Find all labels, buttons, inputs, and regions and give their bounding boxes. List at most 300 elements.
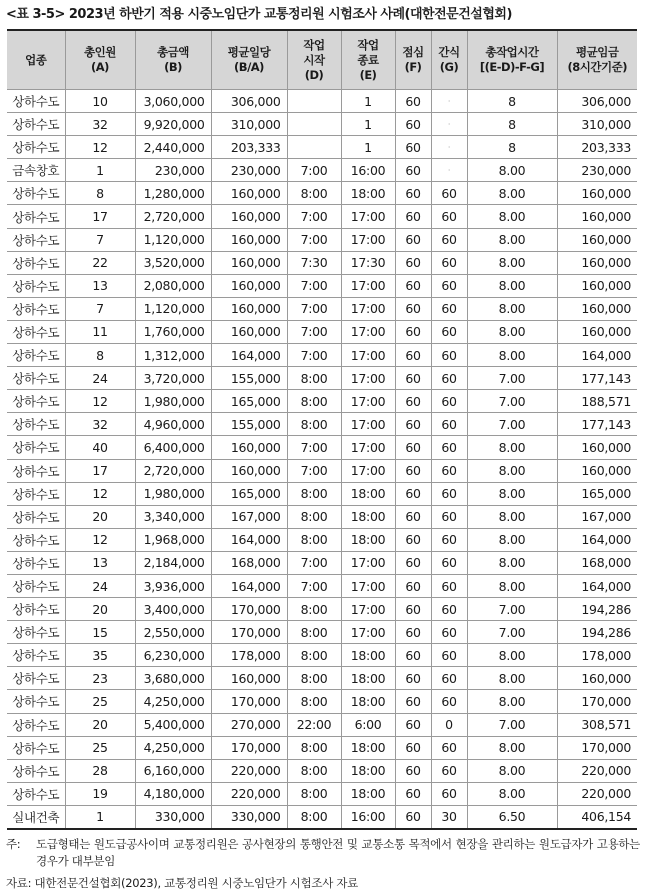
table-cell: 13	[65, 551, 135, 574]
table-cell: 60	[395, 297, 431, 320]
table-cell: 306,000	[211, 90, 287, 113]
footnote	[6, 836, 640, 870]
table-cell: 8:00	[287, 413, 341, 436]
table-cell: 16:00	[341, 159, 395, 182]
table-cell: 60	[431, 367, 467, 390]
table-cell: 8:00	[287, 621, 341, 644]
footnote-text: 도급형태는 원도급공사이며 교통정리원은 공사현장의 통행안전 및 교통소통 목적에서 현장을 관리하는 원도급자가 고용하는 경우가 대부분임	[36, 837, 640, 868]
column-header-line: 총금액	[157, 45, 189, 59]
table-cell: 12	[65, 390, 135, 413]
table-cell: 60	[431, 297, 467, 320]
table-cell: 24	[65, 367, 135, 390]
table-cell: 60	[431, 482, 467, 505]
table-cell: 5,400,000	[135, 713, 211, 736]
table-cell: 8:00	[287, 644, 341, 667]
table-cell: 170,000	[557, 736, 637, 759]
table-cell: 164,000	[211, 528, 287, 551]
table-cell: 60	[431, 759, 467, 782]
table-cell: 7:00	[287, 228, 341, 251]
table-cell: 160,000	[557, 251, 637, 274]
table-cell: 7:00	[287, 574, 341, 597]
table-cell: 60	[431, 574, 467, 597]
table-cell: 60	[431, 505, 467, 528]
table-cell: 164,000	[211, 574, 287, 597]
table-row	[7, 182, 637, 205]
table-cell: 17:00	[341, 598, 395, 621]
table-cell: 1,280,000	[135, 182, 211, 205]
column-header-line: (8시간기준)	[567, 60, 627, 74]
table-cell: 17:00	[341, 228, 395, 251]
table-cell: 6,230,000	[135, 644, 211, 667]
table-cell: 0	[431, 713, 467, 736]
table-cell: 60	[431, 274, 467, 297]
table-cell: 60	[395, 344, 431, 367]
table-cell: 금속창호	[7, 159, 65, 182]
table-cell: 17:30	[341, 251, 395, 274]
table-cell: 13	[65, 274, 135, 297]
table-cell: 8:00	[287, 367, 341, 390]
table-cell: 8.00	[467, 690, 557, 713]
table-row	[7, 621, 637, 644]
footnote-label: 주:	[6, 837, 21, 851]
table-row	[7, 482, 637, 505]
table-cell: 330,000	[211, 805, 287, 829]
table-cell: 상하수도	[7, 297, 65, 320]
table-cell: 8:00	[287, 805, 341, 829]
table-cell: 17:00	[341, 551, 395, 574]
table-cell: 실내건축	[7, 805, 65, 829]
table-cell: 상하수도	[7, 528, 65, 551]
table-cell: 406,154	[557, 805, 637, 829]
table-cell: 60	[395, 644, 431, 667]
table-cell: 상하수도	[7, 367, 65, 390]
table-cell: 220,000	[211, 759, 287, 782]
table-row	[7, 344, 637, 367]
table-cell: 1,120,000	[135, 297, 211, 320]
table-cell: 160,000	[557, 205, 637, 228]
table-cell: 상하수도	[7, 436, 65, 459]
table-cell: 308,571	[557, 713, 637, 736]
table-cell: 60	[395, 113, 431, 136]
table-cell: 230,000	[557, 159, 637, 182]
table-cell: 8.00	[467, 159, 557, 182]
table-cell	[287, 113, 341, 136]
table-cell: 60	[395, 528, 431, 551]
table-cell: 7:00	[287, 320, 341, 343]
table-cell: 상하수도	[7, 482, 65, 505]
table-cell: 22:00	[287, 713, 341, 736]
table-cell: 35	[65, 644, 135, 667]
column-header	[431, 30, 467, 90]
table-cell: 230,000	[211, 159, 287, 182]
table-cell: 194,286	[557, 621, 637, 644]
table-row	[7, 390, 637, 413]
table-cell: 7:00	[287, 436, 341, 459]
table-cell: 60	[395, 205, 431, 228]
table-row	[7, 805, 637, 829]
table-cell: 60	[395, 598, 431, 621]
table-cell: 203,333	[211, 136, 287, 159]
table-cell: 310,000	[557, 113, 637, 136]
table-cell: 60	[431, 390, 467, 413]
table-cell: 160,000	[211, 320, 287, 343]
table-cell: 60	[395, 182, 431, 205]
table-cell: 1	[341, 90, 395, 113]
table-cell: 8:00	[287, 182, 341, 205]
table-cell: 160,000	[557, 182, 637, 205]
table-cell: 8:00	[287, 759, 341, 782]
table-cell: 165,000	[211, 390, 287, 413]
table-cell: 2,720,000	[135, 459, 211, 482]
table-cell: 상하수도	[7, 90, 65, 113]
column-header-line: [(E-D)-F-G]	[479, 60, 545, 74]
table-cell: 220,000	[557, 782, 637, 805]
table-cell: 15	[65, 621, 135, 644]
table-cell: 18:00	[341, 182, 395, 205]
table-cell: 25	[65, 736, 135, 759]
table-cell: 17:00	[341, 413, 395, 436]
table-cell: 20	[65, 713, 135, 736]
table-cell: 40	[65, 436, 135, 459]
table-cell: 17:00	[341, 436, 395, 459]
table-cell: 2,550,000	[135, 621, 211, 644]
table-cell: 7	[65, 228, 135, 251]
table-cell: 7:00	[287, 274, 341, 297]
table-cell: 8.00	[467, 459, 557, 482]
table-row	[7, 598, 637, 621]
table-cell: 17	[65, 205, 135, 228]
table-cell: 10	[65, 90, 135, 113]
column-header-line: 점심	[402, 45, 424, 59]
table-cell	[287, 136, 341, 159]
table-cell: 7.00	[467, 390, 557, 413]
table-cell: ·	[431, 159, 467, 182]
table-cell: 상하수도	[7, 759, 65, 782]
table-cell: 8.00	[467, 251, 557, 274]
table-row	[7, 320, 637, 343]
column-header-line: (D)	[304, 67, 324, 82]
table-cell: 8.00	[467, 574, 557, 597]
table-cell: 8.00	[467, 297, 557, 320]
table-cell: 30	[431, 805, 467, 829]
column-header-line: 작업	[303, 37, 325, 52]
column-header	[395, 30, 431, 90]
column-header	[135, 30, 211, 90]
table-cell: 60	[431, 551, 467, 574]
table-cell: 22	[65, 251, 135, 274]
table-cell: 상하수도	[7, 667, 65, 690]
table-cell: 220,000	[557, 759, 637, 782]
table-cell: 8.00	[467, 274, 557, 297]
table-cell: 60	[395, 713, 431, 736]
table-cell: 17:00	[341, 274, 395, 297]
table-cell: 1	[341, 136, 395, 159]
table-cell: 177,143	[557, 367, 637, 390]
table-cell: 32	[65, 413, 135, 436]
table-row	[7, 528, 637, 551]
column-header-line: (B/A)	[234, 60, 264, 74]
table-cell: 23	[65, 667, 135, 690]
table-cell: 60	[395, 482, 431, 505]
column-header-line: (E)	[359, 67, 377, 82]
table-cell: 160,000	[211, 436, 287, 459]
table-row	[7, 505, 637, 528]
table-cell: 160,000	[211, 251, 287, 274]
table-cell: 60	[395, 667, 431, 690]
table-cell: 60	[395, 621, 431, 644]
table-cell: 60	[395, 159, 431, 182]
table-cell: 25	[65, 690, 135, 713]
table-cell: 60	[395, 805, 431, 829]
table-cell: 7:00	[287, 344, 341, 367]
table-row	[7, 759, 637, 782]
table-row	[7, 274, 637, 297]
table-cell: 18:00	[341, 528, 395, 551]
table-cell: 상하수도	[7, 459, 65, 482]
table-cell: 60	[431, 436, 467, 459]
table-cell: 8.00	[467, 736, 557, 759]
table-cell: 160,000	[557, 320, 637, 343]
table-cell: 4,250,000	[135, 690, 211, 713]
table-cell: 60	[395, 551, 431, 574]
column-header-line: 간식	[438, 45, 460, 59]
table-cell: 상하수도	[7, 344, 65, 367]
table-cell: 7.00	[467, 713, 557, 736]
table-cell: 8.00	[467, 782, 557, 805]
column-header	[287, 30, 341, 90]
column-header-line: (G)	[439, 60, 459, 74]
table-cell: 6,160,000	[135, 759, 211, 782]
table-cell: 8.00	[467, 320, 557, 343]
table-row	[7, 251, 637, 274]
table-cell: 160,000	[211, 182, 287, 205]
table-row	[7, 413, 637, 436]
table-cell: 8:00	[287, 690, 341, 713]
table-cell: 6.50	[467, 805, 557, 829]
table-cell: 178,000	[557, 644, 637, 667]
table-cell: 60	[395, 136, 431, 159]
table-row	[7, 459, 637, 482]
table-cell: 60	[431, 736, 467, 759]
table-cell: 28	[65, 759, 135, 782]
table-row	[7, 690, 637, 713]
table-cell: 7.00	[467, 367, 557, 390]
table-cell: 60	[431, 598, 467, 621]
table-cell: 2,080,000	[135, 274, 211, 297]
table-row	[7, 113, 637, 136]
table-cell: 1,312,000	[135, 344, 211, 367]
table-cell: 상하수도	[7, 713, 65, 736]
table-body	[7, 90, 637, 830]
table-cell: 3,936,000	[135, 574, 211, 597]
table-cell: 상하수도	[7, 690, 65, 713]
table-cell: 60	[395, 274, 431, 297]
table-cell: 60	[395, 90, 431, 113]
column-header	[341, 30, 395, 90]
table-cell: 12	[65, 482, 135, 505]
table-cell: 8.00	[467, 482, 557, 505]
table-cell: 60	[431, 459, 467, 482]
table-cell: 3,340,000	[135, 505, 211, 528]
column-header-line: 총인원	[84, 45, 116, 59]
table-cell: 170,000	[211, 621, 287, 644]
table-cell: 155,000	[211, 413, 287, 436]
table-cell: 18:00	[341, 482, 395, 505]
table-cell: 60	[431, 621, 467, 644]
table-cell: 4,960,000	[135, 413, 211, 436]
table-row	[7, 782, 637, 805]
table-cell: 168,000	[557, 551, 637, 574]
table-cell: 8:00	[287, 598, 341, 621]
table-cell: 60	[395, 367, 431, 390]
table-row	[7, 136, 637, 159]
table-cell: 17:00	[341, 574, 395, 597]
table-cell: 1	[65, 805, 135, 829]
table-cell: 8:00	[287, 482, 341, 505]
table-row	[7, 574, 637, 597]
column-header-line: 총작업시간	[485, 45, 539, 59]
table-cell: 8.00	[467, 759, 557, 782]
table-title: <표 3-5> 2023년 하반기 적용 시중노임단가 교통정리원 시험조사 사례(대한전문건설협회)	[6, 7, 512, 22]
table-cell: 7:00	[287, 551, 341, 574]
table-cell: 60	[431, 228, 467, 251]
table-cell: 9,920,000	[135, 113, 211, 136]
table-cell: 17:00	[341, 459, 395, 482]
table-cell: 60	[431, 344, 467, 367]
table-row	[7, 736, 637, 759]
table-cell: 7:00	[287, 159, 341, 182]
table-cell: 상하수도	[7, 390, 65, 413]
table-cell: 60	[395, 690, 431, 713]
table-cell: 상하수도	[7, 574, 65, 597]
table-cell: 18:00	[341, 644, 395, 667]
table-cell: 8.00	[467, 182, 557, 205]
table-cell: 1,980,000	[135, 482, 211, 505]
table-cell: 60	[431, 782, 467, 805]
table-cell: 160,000	[211, 459, 287, 482]
table-cell: 8.00	[467, 436, 557, 459]
table-cell: 7.00	[467, 621, 557, 644]
table-cell: 2,184,000	[135, 551, 211, 574]
table-cell: 상하수도	[7, 320, 65, 343]
table-cell: 8.00	[467, 228, 557, 251]
table-row	[7, 228, 637, 251]
table-cell: 12	[65, 528, 135, 551]
table-cell: 17	[65, 459, 135, 482]
table-cell: ·	[431, 90, 467, 113]
table-cell: 60	[431, 320, 467, 343]
table-cell: 17:00	[341, 297, 395, 320]
table-cell: 8	[65, 344, 135, 367]
column-header	[557, 30, 637, 90]
table-cell: 194,286	[557, 598, 637, 621]
table-cell: 17:00	[341, 320, 395, 343]
table-cell: 상하수도	[7, 621, 65, 644]
table-cell: 8	[467, 90, 557, 113]
table-cell: 8:00	[287, 505, 341, 528]
table-cell: 7:30	[287, 251, 341, 274]
table-cell: 8.00	[467, 551, 557, 574]
table-cell: 60	[431, 251, 467, 274]
table-cell: 18:00	[341, 759, 395, 782]
table-cell: 60	[395, 736, 431, 759]
table-cell: 170,000	[557, 690, 637, 713]
table-cell: 155,000	[211, 367, 287, 390]
table-cell: 7.00	[467, 413, 557, 436]
table-cell: 1	[341, 113, 395, 136]
column-header-line: (B)	[164, 60, 182, 74]
column-header-line: 시작	[303, 52, 325, 67]
table-cell: 60	[395, 320, 431, 343]
table-row	[7, 90, 637, 113]
table-cell: 상하수도	[7, 505, 65, 528]
table-cell: 8	[65, 182, 135, 205]
table-cell: 32	[65, 113, 135, 136]
table-cell: 165,000	[211, 482, 287, 505]
table-cell: 8:00	[287, 736, 341, 759]
source-note: 자료: 대한전문건설협회(2023), 교통정리원 시중노임단가 시험조사 자료	[6, 876, 358, 890]
table-cell: 164,000	[557, 574, 637, 597]
table-cell: 310,000	[211, 113, 287, 136]
table-cell: 60	[395, 390, 431, 413]
table-cell: 60	[395, 436, 431, 459]
table-cell: ·	[431, 136, 467, 159]
table-cell: 19	[65, 782, 135, 805]
table-cell: 상하수도	[7, 113, 65, 136]
table-cell: 8	[467, 136, 557, 159]
table-cell: 3,520,000	[135, 251, 211, 274]
table-cell: 177,143	[557, 413, 637, 436]
column-header-line: (A)	[91, 60, 109, 74]
table-cell: 160,000	[557, 436, 637, 459]
table-cell: 306,000	[557, 90, 637, 113]
column-header	[211, 30, 287, 90]
table-cell: 상하수도	[7, 598, 65, 621]
table-row	[7, 551, 637, 574]
table-cell: 60	[395, 413, 431, 436]
table-cell: 8:00	[287, 390, 341, 413]
column-header-line: 평균임금	[576, 45, 619, 59]
table-cell: 60	[431, 644, 467, 667]
table-cell: 170,000	[211, 736, 287, 759]
table-cell: 330,000	[135, 805, 211, 829]
table-cell: 160,000	[557, 228, 637, 251]
table-cell: 18:00	[341, 782, 395, 805]
table-cell: 168,000	[211, 551, 287, 574]
table-row	[7, 297, 637, 320]
table-cell: 270,000	[211, 713, 287, 736]
table-cell: 17:00	[341, 344, 395, 367]
table-cell: 20	[65, 598, 135, 621]
table-cell: 6:00	[341, 713, 395, 736]
table-cell: 7	[65, 297, 135, 320]
table-cell: 11	[65, 320, 135, 343]
table-cell: 3,720,000	[135, 367, 211, 390]
table-cell: 상하수도	[7, 413, 65, 436]
table-cell: 160,000	[211, 205, 287, 228]
table-cell: 18:00	[341, 690, 395, 713]
table-cell: 8.00	[467, 667, 557, 690]
table-cell: 상하수도	[7, 251, 65, 274]
table-cell: 상하수도	[7, 782, 65, 805]
table-cell: 상하수도	[7, 228, 65, 251]
table-cell	[287, 90, 341, 113]
table-cell: 164,000	[557, 528, 637, 551]
table-cell: 4,180,000	[135, 782, 211, 805]
table-cell: 17:00	[341, 621, 395, 644]
table-cell: 7:00	[287, 459, 341, 482]
table-cell: 60	[431, 690, 467, 713]
